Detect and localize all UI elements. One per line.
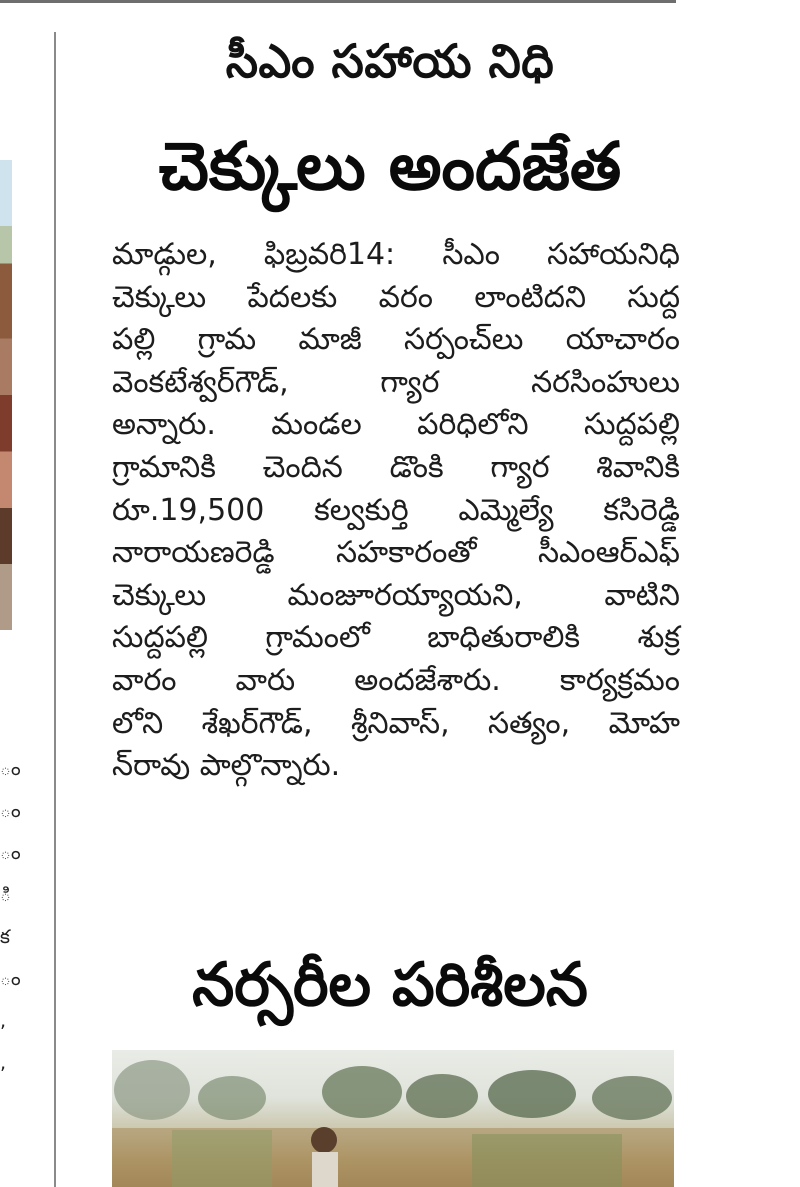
body-line: గ్రామానికి చెందిన డొంకి గ్యార శివానికి [112, 449, 680, 485]
body-line: అన్నారు. మండల పరిధిలోని సుద్దపల్లి [112, 407, 680, 443]
body-line: సుద్దపల్లి గ్రామంలో బాధితురాలికి శుక్ర [112, 620, 680, 656]
left-fragment: ం [0, 758, 21, 780]
body-line: వారం వారు అందజేశారు. కార్యక్రమం [112, 662, 680, 698]
article-headline: చెక్కులు అందజేత [158, 128, 622, 205]
left-fragment: ి [0, 884, 11, 906]
left-fragment: క [0, 926, 10, 948]
left-column-photo-edge [0, 160, 12, 630]
left-fragment: , [0, 1010, 7, 1032]
body-line: చెక్కులు పేదలకు వరం లాంటిదని సుద్ద [112, 279, 680, 315]
body-line: మాడ్గుల, ఫిబ్రవరి14: సీఎం సహాయనిధి [112, 237, 680, 272]
next-article-headline: నర్సరీల పరిశీలన [192, 950, 588, 1020]
article-body [112, 234, 680, 788]
body-line: నారాయణరెడ్డి సహకారంతో సీఎంఆర్‌ఎఫ్ [112, 535, 680, 571]
body-line: రూ.19,500 కల్వకుర్తి ఎమ్మెల్యే కసిరెడ్డి [112, 492, 680, 528]
left-fragment: , [0, 1052, 7, 1074]
left-column-text-fragments [0, 748, 21, 1084]
body-line: చెక్కులు మంజూరయ్యాయని, వాటిని [112, 577, 680, 613]
left-fragment: ం [0, 968, 21, 990]
article-kicker: సీఎం సహాయ నిధి [225, 34, 555, 88]
left-fragment: ం [0, 842, 21, 864]
left-fragment: ం [0, 800, 21, 822]
body-line: పల్లి గ్రామ మాజీ సర్పంచ్‌లు యాచారం [112, 322, 680, 358]
body-line: లోని శేఖర్‌గౌడ్, శ్రీనివాస్, సత్యం, మోహ [112, 705, 680, 741]
nursery-field-photo [112, 1050, 674, 1187]
column-divider [54, 32, 56, 1187]
body-line: వెంకటేశ్వర్‌గౌడ్, గ్యార నరసింహులు [112, 364, 680, 400]
photo-scene [112, 1050, 674, 1187]
top-rule [0, 0, 676, 3]
body-line: న్‌రావు పాల్గొన్నారు. [112, 748, 341, 784]
